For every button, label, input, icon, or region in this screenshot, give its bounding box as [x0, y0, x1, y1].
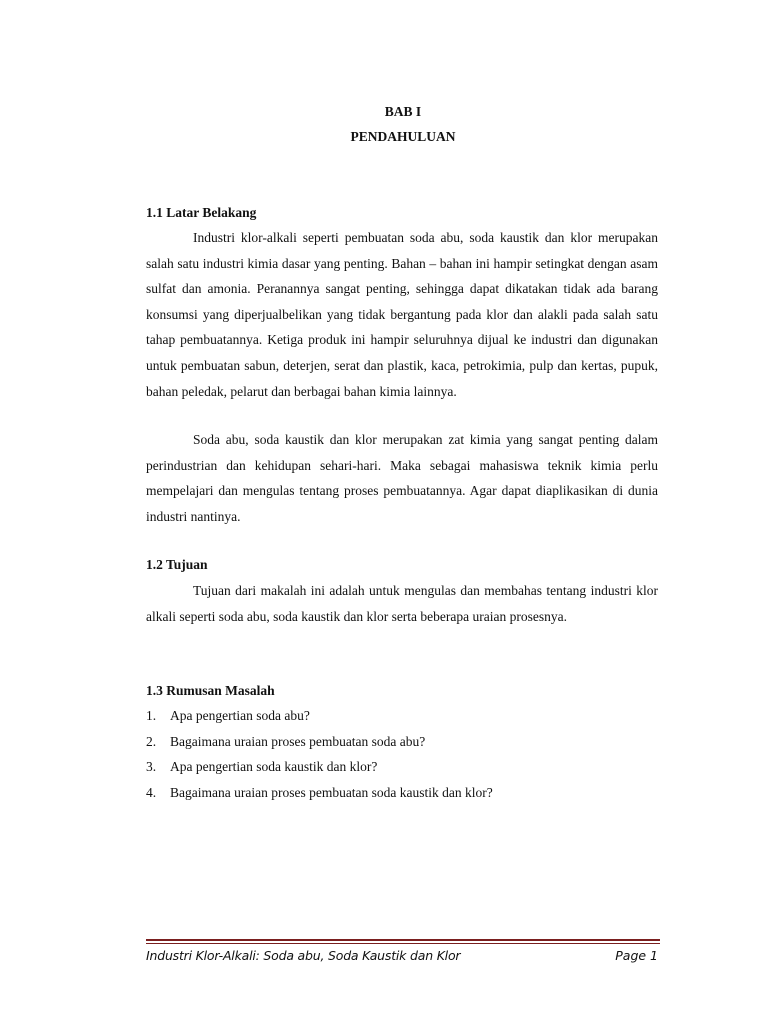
list-number: 4. [146, 784, 157, 800]
paragraph-latar-2: Soda abu, soda kaustik dan klor merupakan zat kimia yang sangat penting dalam perindustrian dan kehidupan sehari-hari. Maka sebagai mahasiswa teknik kimia perlu mempelajari dan mengulas tentang proses pembuatannya. Agar dapat diaplikasikan di dunia industri nantinya. [146, 432, 658, 524]
chapter-number: BAB I [384, 104, 422, 119]
footer-document-title: Industri Klor-Alkali: Soda abu, Soda Kaustik dan Klor [146, 948, 461, 963]
list-text: Apa pengertian soda kaustik dan klor? [170, 759, 378, 775]
section-heading-rumusan-masalah: 1.3 Rumusan Masalah [146, 683, 275, 698]
list-item [146, 780, 658, 806]
list-number: 2. [146, 733, 157, 749]
paragraph-latar-1: Industri klor-alkali seperti pembuatan soda abu, soda kaustik dan klor merupakan salah satu industri kimia dasar yang penting. Bahan – bahan ini hampir setingkat dengan asam sulfat dan amonia. Peranannya sangat penting, sehingga dapat dikatakan tidak ada barang konsumsi yang diperjualbelikan yang tidak bergantung pada klor dan alakli pada salah satu tahap pembuatannya. Ketiga produk ini hampir seluruhnya dijual ke industri dan digunakan untuk pembuatan sabun, deterjen, serat dan plastik, kaca, petrokimia, pulp dan kertas, pupuk, bahan peledak, pelarut dan berbagai bahan kimia lainnya. [146, 230, 658, 399]
list-number: 1. [146, 708, 157, 723]
paragraph-tujuan: Tujuan dari makalah ini adalah untuk mengulas dan membahas tentang industri klor alkali seperti soda abu, soda kaustik dan klor serta beberapa uraian prosesnya. [146, 583, 658, 624]
list-item [146, 754, 658, 780]
footer-divider-thin [146, 943, 660, 944]
list-text: Bagaimana uraian proses pembuatan soda kaustik dan klor? [170, 784, 493, 800]
list-item [146, 729, 658, 755]
chapter-title: PENDAHULUAN [350, 129, 456, 144]
list-text: Apa pengertian soda abu? [170, 708, 310, 723]
footer-divider-thick [146, 939, 660, 941]
list-text: Bagaimana uraian proses pembuatan soda abu? [170, 733, 426, 749]
list-item [146, 703, 658, 729]
section-heading-latar-belakang: 1.1 Latar Belakang [146, 205, 257, 220]
problem-list [146, 703, 658, 805]
footer-page-number: Page 1 [615, 948, 658, 963]
section-heading-tujuan: 1.2 Tujuan [146, 557, 208, 572]
list-number: 3. [146, 759, 157, 775]
